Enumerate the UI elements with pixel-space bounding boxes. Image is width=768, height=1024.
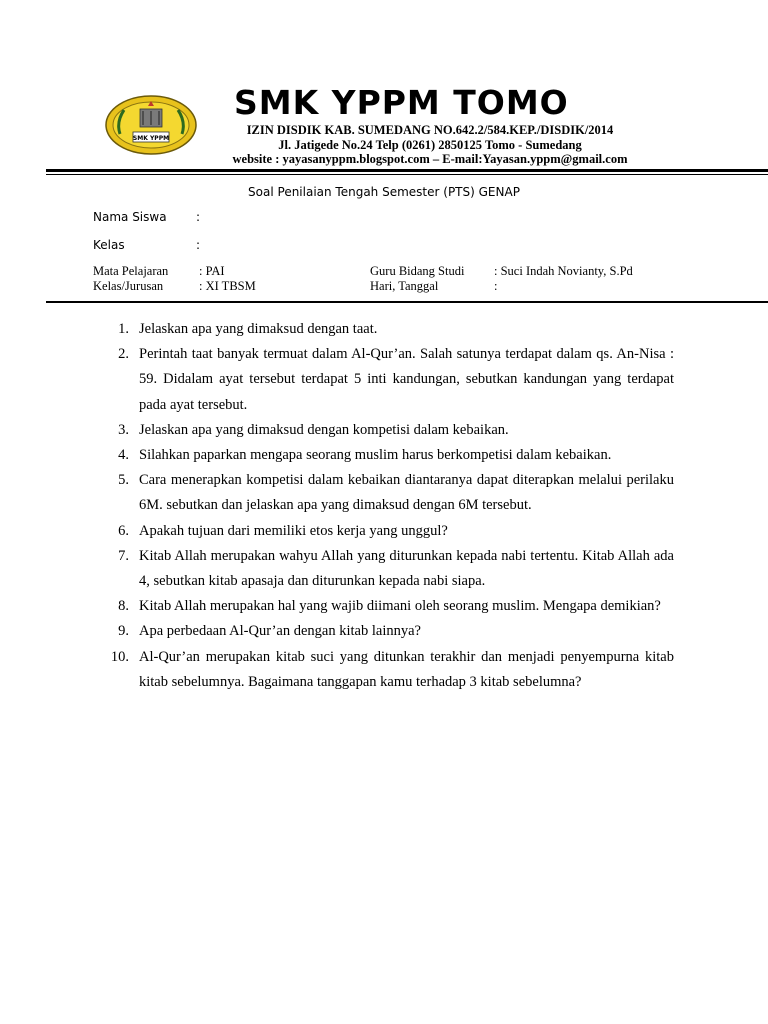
question-text: Jelaskan apa yang dimaksud dengan taat. bbox=[139, 321, 378, 337]
question-item bbox=[104, 619, 674, 644]
question-number: 6. bbox=[118, 522, 129, 539]
date-label: Hari, Tanggal bbox=[370, 279, 439, 293]
question-text: Apa perbedaan Al-Qur’an dengan kitab lainnya? bbox=[139, 623, 421, 640]
question-text: Perintah taat banyak termuat dalam Al-Qur’an. Salah satunya terdapat dalam qs. An-Nisa : 59. Didalam ayat tersebut terdapat 5 inti kandungan, sebutkan kandungan yang terdapat pada ayat tersebut. bbox=[139, 346, 674, 413]
question-item bbox=[104, 519, 674, 544]
question-item bbox=[104, 342, 674, 418]
question-number: 7. bbox=[118, 547, 129, 564]
question-number: 10. bbox=[110, 648, 129, 665]
class-major-value: : XI TBSM bbox=[199, 279, 256, 293]
question-number: 1. bbox=[118, 321, 129, 337]
question-text: Al-Qur’an merupakan kitab suci yang ditunkan terakhir dan menjadi penyempurna kitab kitab sebelumnya. Bagaimana tanggapan kamu terhadap 3 kitab sebelumna? bbox=[139, 648, 674, 690]
subject-value: : PAI bbox=[199, 264, 225, 278]
exam-title: Soal Penilaian Tengah Semester (PTS) GENAP bbox=[248, 185, 520, 199]
question-number: 3. bbox=[118, 421, 129, 438]
question-number: 8. bbox=[118, 598, 129, 615]
date-value: : bbox=[494, 279, 498, 293]
question-text: Kitab Allah merupakan hal yang wajib diimani oleh seorang muslim. Mengapa demikian? bbox=[139, 598, 661, 615]
question-text: Silahkan paparkan mengapa seorang muslim harus berkompetisi dalam kebaikan. bbox=[139, 447, 612, 464]
student-class-colon: : bbox=[196, 238, 201, 252]
question-number: 9. bbox=[118, 623, 129, 640]
question-item bbox=[104, 594, 674, 619]
question-number: 4. bbox=[118, 447, 129, 464]
question-item bbox=[104, 418, 674, 443]
address-line: Jl. Jatigede No.24 Telp (0261) 2850125 Tomo - Sumedang bbox=[278, 138, 582, 152]
subject-label: Mata Pelajaran bbox=[93, 264, 169, 278]
teacher-value: : Suci Indah Novianty, S.Pd bbox=[494, 264, 633, 278]
website-line: website : yayasanyppm.blogspot.com – E-mail:Yayasan.yppm@gmail.com bbox=[232, 152, 628, 166]
class-major-label: Kelas/Jurusan bbox=[93, 279, 164, 293]
question-text: Cara menerapkan kompetisi dalam kebaikan diantaranya dapat diterapkan melalui perilaku 6M. sebutkan dan jelaskan apa yang dimaksud dengan 6M tersebut. bbox=[139, 472, 674, 514]
info-divider bbox=[46, 301, 768, 303]
header-divider-thin bbox=[46, 174, 768, 175]
question-text: Kitab Allah merupakan wahyu Allah yang diturunkan kepada nabi tertentu. Kitab Allah ada 4, sebutkan kitab apasaja dan diturunkan kepada nabi siapa. bbox=[139, 547, 674, 590]
question-number: 5. bbox=[118, 472, 129, 489]
question-text: Apakah tujuan dari memiliki etos kerja yang unggul? bbox=[139, 522, 448, 539]
question-number: 2. bbox=[118, 346, 129, 363]
logo-text: SMK YPPM bbox=[132, 135, 170, 142]
question-text: Jelaskan apa yang dimaksud dengan kompetisi dalam kebaikan. bbox=[139, 421, 509, 438]
question-item bbox=[104, 468, 674, 518]
student-class-label: Kelas bbox=[93, 238, 125, 252]
question-item bbox=[104, 645, 674, 695]
student-name-label: Nama Siswa bbox=[93, 210, 167, 224]
header-divider bbox=[46, 169, 768, 172]
question-item bbox=[104, 443, 674, 468]
teacher-label: Guru Bidang Studi bbox=[370, 264, 465, 278]
question-item bbox=[104, 544, 674, 594]
student-name-colon: : bbox=[196, 210, 201, 224]
question-item bbox=[104, 317, 674, 342]
question-list bbox=[104, 317, 674, 695]
permit-line: IZIN DISDIK KAB. SUMEDANG NO.642.2/584.KEP./DISDIK/2014 bbox=[246, 123, 614, 137]
school-name: SMK YPPM TOMO bbox=[234, 83, 569, 122]
